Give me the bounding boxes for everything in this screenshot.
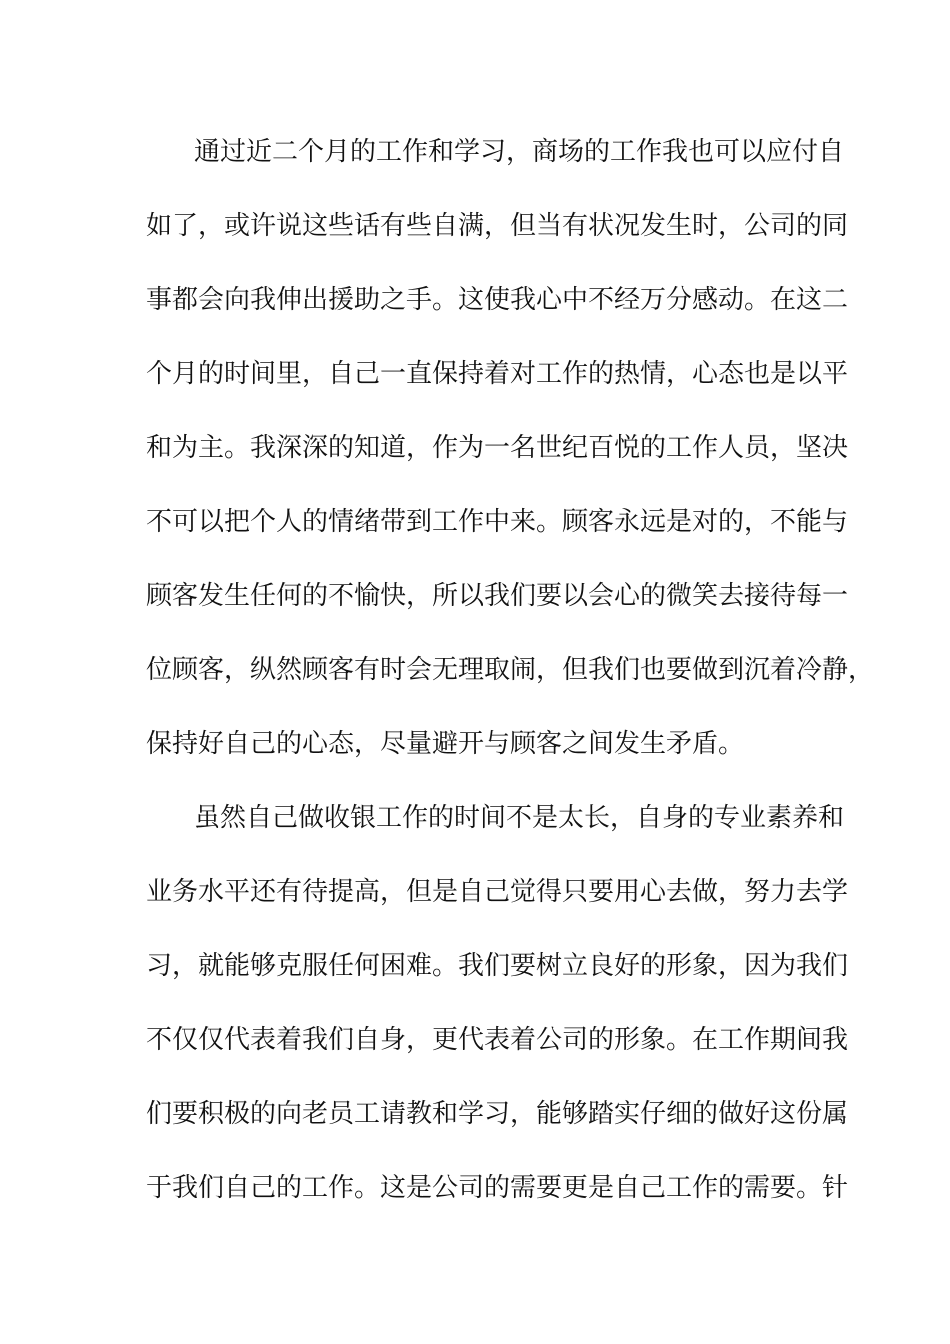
paragraph-line: 如了，或许说这些话有些自满，但当有状况发生时，公司的同: [146, 211, 849, 241]
paragraph-line: 不仅仅代表着我们自身，更代表着公司的形象。在工作期间我: [146, 1025, 849, 1055]
paragraph-line: 通过近二个月的工作和学习，商场的工作我也可以应付自: [194, 137, 845, 167]
paragraph-line: 保持好自己的心态，尽量避开与顾客之间发生矛盾。: [146, 729, 745, 759]
paragraph-line: 虽然自己做收银工作的时间不是太长，自身的专业素养和: [194, 803, 845, 833]
paragraph-line: 和为主。我深深的知道，作为一名世纪百悦的工作人员，坚决: [146, 433, 849, 463]
paragraph-line: 们要积极的向老员工请教和学习，能够踏实仔细的做好这份属: [146, 1099, 849, 1129]
paragraph-line: 习，就能够克服任何困难。我们要树立良好的形象，因为我们: [146, 951, 849, 981]
paragraph-line: 位顾客，纵然顾客有时会无理取闹，但我们也要做到沉着冷静，: [146, 655, 875, 685]
paragraph-line: 于我们自己的工作。这是公司的需要更是自己工作的需要。针: [146, 1173, 849, 1203]
paragraph-line: 个月的时间里，自己一直保持着对工作的热情，心态也是以平: [146, 359, 849, 389]
paragraph-line: 业务水平还有待提高，但是自己觉得只要用心去做，努力去学: [146, 877, 849, 907]
paragraph-line: 不可以把个人的情绪带到工作中来。顾客永远是对的，不能与: [146, 507, 849, 537]
paragraph-line: 顾客发生任何的不愉快，所以我们要以会心的微笑去接待每一: [146, 581, 849, 611]
paragraph-line: 事都会向我伸出援助之手。这使我心中不经万分感动。在这二: [146, 285, 849, 315]
